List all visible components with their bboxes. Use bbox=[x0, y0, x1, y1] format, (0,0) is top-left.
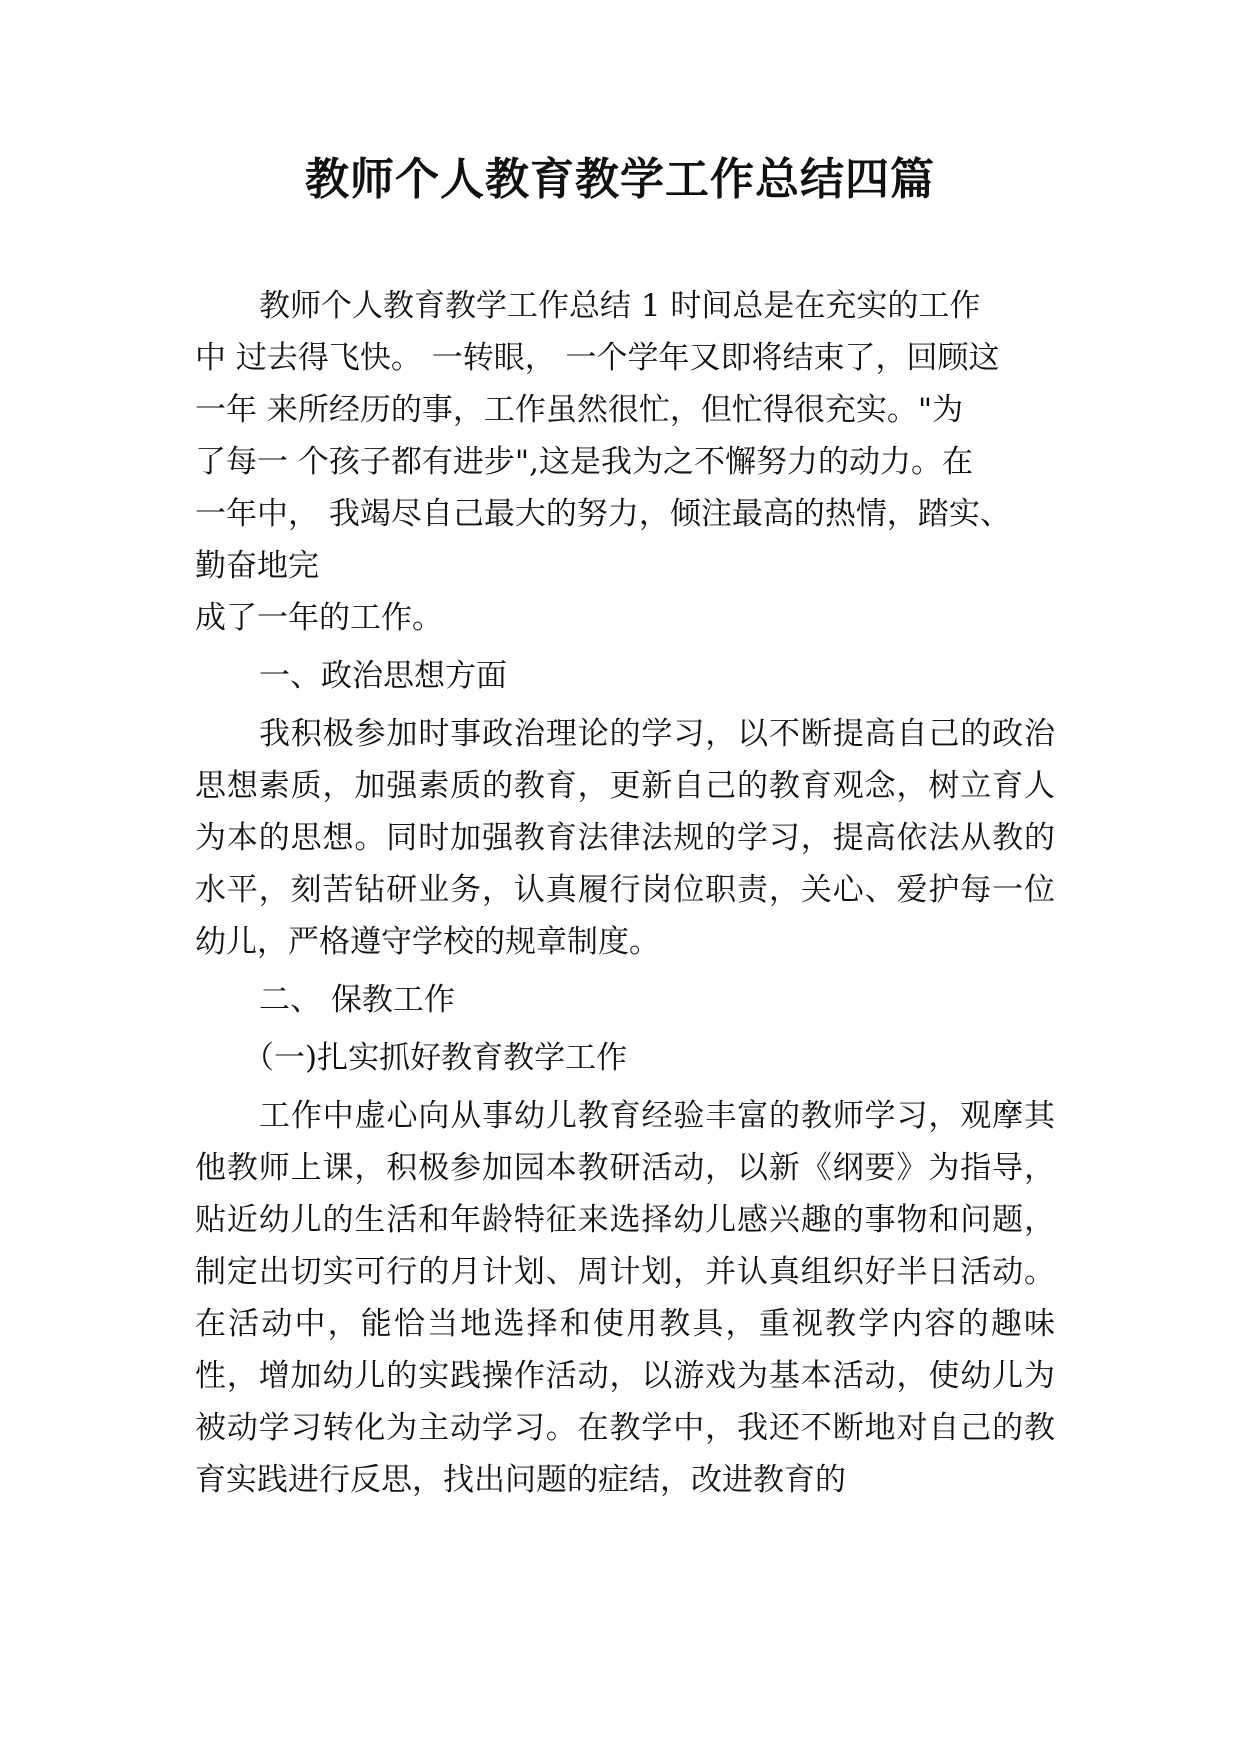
subsection-heading-teaching: （一)扎实抓好教育教学工作 bbox=[243, 1040, 628, 1076]
intro-line: 一年 来所经历的事，工作虽然很忙，但忙得很充实。"为 bbox=[195, 392, 964, 428]
intro-line: 教师个人教育教学工作总结 1 时间总是在充实的工作 bbox=[259, 288, 981, 324]
document-body bbox=[195, 280, 1055, 1506]
intro-line: 勤奋地完 bbox=[195, 548, 319, 584]
intro-line: 了每一 个孩子都有进步",这是我为之不懈努力的动力。在 bbox=[195, 444, 973, 480]
intro-paragraph-continued bbox=[195, 332, 1055, 644]
section-heading-teaching: 二、 保教工作 bbox=[259, 982, 455, 1018]
intro-line: 中 过去得飞快。 一转眼， 一个学年又即将结束了，回顾这 bbox=[195, 340, 1000, 376]
intro-paragraph bbox=[195, 280, 1055, 332]
subsection-paragraph-teaching: 工作中虚心向从事幼儿教育经验丰富的教师学习，观摩其他教师上课，积极参加园本教研活动，以新《纲要》为指导，贴近幼儿的生活和年龄特征来选择幼儿感兴趣的事物和问题，制定出切实可行的月计划、周计划，并认真组织好半日活动。在活动中，能恰当地选择和使用教具，重视教学内容的趣味性，增加幼儿的实践操作活动，以游戏为基本活动，使幼儿为被动学习转化为主动学习。在教学中，我还不断地对自己的教育实践进行反思，找出问题的症结，改进教育的 bbox=[195, 1098, 1055, 1498]
intro-line: 成了一年的工作。 bbox=[195, 600, 443, 636]
section-heading-politics: 一、政治思想方面 bbox=[259, 658, 507, 694]
section-paragraph-politics: 我积极参加时事政治理论的学习，以不断提高自己的政治思想素质，加强素质的教育，更新自己的教育观念，树立育人为本的思想。同时加强教育法律法规的学习，提高依法从教的水平，刻苦钻研业务，认真履行岗位职责，关心、爱护每一位幼儿，严格遵守学校的规章制度。 bbox=[195, 716, 1055, 960]
document-title: 教师个人教育教学工作总结四篇 bbox=[305, 154, 935, 205]
intro-line: 一年中， 我竭尽自己最大的努力，倾注最高的热情，踏实、 bbox=[195, 496, 1011, 532]
